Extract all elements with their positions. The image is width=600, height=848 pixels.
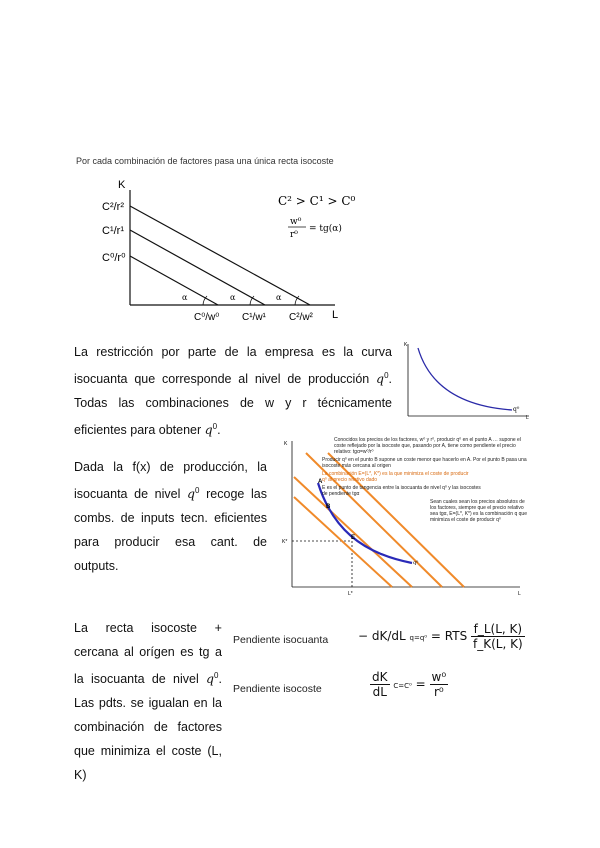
axis-k-label: K bbox=[284, 441, 288, 447]
equation-isocost: $\frac{dK}{dL}$ C=C⁰ = $\frac{\text{w⁰}}{\text{r⁰}}$ bbox=[372, 670, 447, 699]
q-symbol: q bbox=[376, 371, 385, 387]
curve-label: q⁰ bbox=[413, 560, 419, 566]
paragraph-tangency bbox=[74, 616, 222, 787]
isocost-line-c0 bbox=[130, 256, 218, 305]
x-label-c0: C⁰/w⁰ bbox=[194, 312, 220, 323]
para2-text-2: recoge las combs. de inputs tecn. eficientes para producir esa cant. de outputs. bbox=[74, 487, 267, 574]
ratio-rhs: = tg(α) bbox=[309, 224, 342, 234]
axis-k-label: K bbox=[118, 179, 126, 191]
y-label-c0: C⁰/r⁰ bbox=[102, 252, 126, 264]
ratio-denominator: r⁰ bbox=[290, 230, 298, 240]
para1-text-3: . bbox=[217, 423, 221, 438]
x-label-c1: C¹/w¹ bbox=[242, 312, 266, 323]
para1-text-1: La restricción por parte de la empresa es la curva isocuanta que corresponde al nivel de producción bbox=[74, 345, 392, 387]
eq2-lhs-fraction: $\frac{dK}{dL}$ bbox=[372, 670, 388, 699]
axis-l-label: L bbox=[332, 309, 339, 321]
isoquant-curve bbox=[418, 348, 512, 410]
point-a-label: A bbox=[318, 479, 323, 485]
note-5: Sean cuales sean los precios absolutos de los factores, siempre que el precio relativo sea tgα, E=(L*, K*) es la combinación q que minimiza el coste de producir q⁰ bbox=[430, 499, 527, 523]
alpha-label-c0: α bbox=[182, 293, 188, 302]
q-symbol: q bbox=[204, 422, 213, 438]
alpha-label-c1: α bbox=[230, 293, 236, 302]
eq2-sub: C=C⁰ bbox=[393, 682, 412, 690]
paragraph-restriction bbox=[74, 340, 392, 442]
alpha-label-c2: α bbox=[276, 293, 282, 302]
note-1: Conocidos los precios de los factores, w⁰ y r⁰, producir q⁰ en el punto A … supone el coste reflejado por la isocoste que, pasando por A, tiene como pendiente el precio relativo: tgα=w⁰/r⁰ bbox=[334, 437, 521, 455]
note-4: E es el punto de tangencia entre la isocuanta de nivel q⁰ y las isocostes de pendiente tgα bbox=[322, 485, 481, 497]
label-isoquant-slope: Pendiente isocuanta bbox=[233, 634, 329, 646]
q-symbol: q bbox=[206, 671, 215, 687]
note-2: Producir q⁰ en el punto B supone un coste menor que hacerlo en A. Por el punto B pasa una isocoste más cercana al origen bbox=[322, 457, 527, 469]
curve-label: q⁰ bbox=[513, 406, 520, 413]
eq1-rhs-fraction: $\frac{f\_L(L, K)}{f\_K(L, K)}$ bbox=[473, 622, 523, 651]
y-label-c2: C²/r² bbox=[102, 201, 124, 213]
para1-text-2: . Todas las combinaciones de w y r técnicamente eficientes para obtener bbox=[74, 372, 392, 438]
label-isocost-slope: Pendiente isocoste bbox=[233, 683, 322, 695]
note-3: La combinación E=(L*, K*) es la que minimiza el coste de producir q⁰ al precio relativo dado bbox=[322, 471, 469, 483]
l-star-label: L* bbox=[348, 591, 353, 597]
x-label-c2: C²/w² bbox=[289, 312, 313, 323]
q-superscript: 0 bbox=[384, 371, 389, 380]
isocost-lines-figure bbox=[90, 172, 360, 328]
axis-l-label: L bbox=[518, 591, 521, 597]
axis-k-label: K bbox=[404, 342, 408, 348]
ratio-numerator: w⁰ bbox=[290, 217, 302, 227]
para3-text-1: La recta isocoste + cercana al orígen es tg a la isocuanta de nivel bbox=[74, 621, 222, 687]
cost-inequality: C² > C¹ > C⁰ bbox=[278, 194, 356, 208]
para3-text-2: . Las pdts. se igualan en la combinación de factores que minimiza el coste (L, K) bbox=[74, 672, 222, 783]
isoquant-figure bbox=[404, 340, 534, 420]
cost-minimization-figure bbox=[280, 435, 545, 600]
point-b-label: B bbox=[326, 504, 331, 510]
paragraph-isoquant bbox=[74, 455, 267, 578]
axis-l-label: L bbox=[526, 415, 529, 420]
q-superscript: 0 bbox=[214, 671, 219, 680]
q-symbol: q bbox=[187, 486, 196, 502]
y-label-c1: C¹/r¹ bbox=[102, 225, 124, 237]
eq1-sub: q=q⁰ bbox=[409, 634, 428, 642]
para2-text-1: Dada la f(x) de producción, la isocuanta de nivel bbox=[74, 460, 267, 502]
q-superscript: 0 bbox=[195, 486, 200, 495]
equation-isoquant bbox=[358, 622, 525, 651]
point-e-label: E bbox=[351, 535, 356, 541]
k-star-label: K* bbox=[282, 539, 288, 545]
isocost-line-c2 bbox=[130, 206, 310, 305]
q-superscript: 0 bbox=[212, 422, 218, 432]
eq1-rts: = RTS bbox=[430, 629, 468, 643]
eq2-rhs-fraction: $\frac{\text{w⁰}}{\text{r⁰}}$ bbox=[431, 670, 447, 699]
eq1-lhs: − dK/dL bbox=[358, 629, 406, 643]
figure-caption: Por cada combinación de factores pasa una única recta isocoste bbox=[76, 156, 334, 166]
